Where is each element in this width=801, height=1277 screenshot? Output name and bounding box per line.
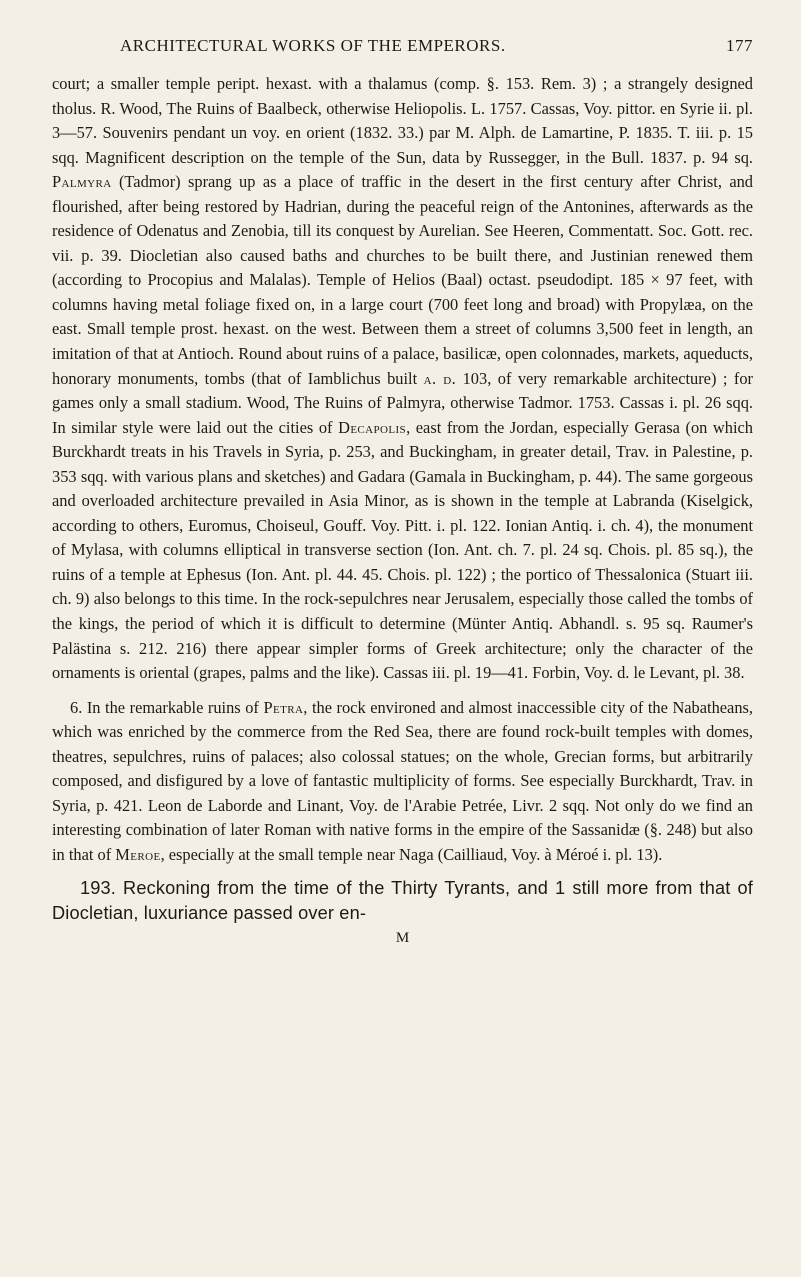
paragraph-palmyra	[52, 72, 753, 686]
paragraph-petra	[52, 696, 753, 868]
smallcaps-ad: a. d.	[423, 368, 457, 388]
running-head-title: ARCHITECTURAL WORKS OF THE EMPERORS.	[120, 36, 506, 55]
page-number: 177	[726, 36, 753, 55]
smallcaps-meroe: Meroe	[115, 844, 161, 864]
smallcaps-petra: Petra	[263, 697, 304, 717]
text-run: 103, of very remarkable architecture) ; for games only a small stadium. Wood, The Ruins of Palmyra, otherwise Tadmor. 1753. Cassas i. pl. 26 sqq. In similar style were laid out the cities of	[52, 368, 753, 437]
text-run: (Tadmor) sprang up as a place of traffic in the desert in the first century after Christ, and flourished, after being restored by Hadrian, during the peaceful reign of the Antonines, afterwards as the residence of Odenatus and Zenobia, till its conquest by Aurelian. See Heeren, Commentatt. Soc. Gott. rec. vii. p. 39. Diocletian also caused baths and churches to be built there, and Justinian renewed them (according to Procopius and Malalas). Temple of Helios (Baal) octast. pseudodipt. 185 × 97 feet, with columns having metal foliage fixed on, in a large court (700 feet long and broad) with Propylæa, on the east. Small temple prost. hexast. on the west. Between them a street of columns 3,500 feet in length, an imitation of that at Antioch. Round about ruins of a palace, basilicæ, open colonnades, markets, aqueducts, honorary monuments, tombs (that of Iamblichus built	[52, 172, 753, 388]
running-head	[52, 36, 753, 66]
text-run: 6. In the remarkable ruins of	[70, 697, 264, 717]
text-run: , especially at the small temple near Naga (Cailliaud, Voy. à Méroé i. pl. 13).	[160, 844, 663, 864]
smallcaps-palmyra: Palmyra	[52, 172, 112, 192]
text-run: , east from the Jordan, especially Gerasa (on which Burckhardt treats in his Travels in Syria, p. 253, and Buckingham, in greater detail, Trav. in Palestine, p. 353 sqq. with various plans and sketches) and Gadara (Gamala in Buckingham, p. 44). The same gorgeous and overloaded architecture prevailed in Asia Minor, as is shown in the temple at Labranda (Kiselgick, according to others, Euromus, Choiseul, Gouff. Voy. Pitt. i. pl. 122. Ionian Antiq. i. ch. 4), the monument of Mylasa, with columns elliptical in transverse section (Ion. Ant. ch. 7. pl. 24 sq. Chois. pl. 85 sq.), the ruins of a temple at Ephesus (Ion. Ant. pl. 44. 45. Chois. pl. 122) ; the portico of Thessalonica (Stuart iii. ch. 9) also belongs to this time. In the rock-sepulchres near Jerusalem, especially those called the tombs of the kings, the period of which it is difficult to determine (Münter Antiq. Abhandl. s. 95 sq. Raumer's Palästina s. 212. 216) there appear simpler forms of Greek architecture; only the character of the ornaments is oriental (grapes, palms and the like). Cassas iii. pl. 19—41. Forbin, Voy. d. le Levant, pl. 38.	[52, 417, 753, 683]
signature-mark: M	[395, 929, 410, 946]
paragraph-section-193: 193. Reckoning from the time of the Thirty Tyrants, and 1 still more from that of Diocletian, luxuriance passed over en-	[52, 877, 753, 923]
text-run: court; a smaller temple peript. hexast. with a thalamus (comp. §. 153. Rem. 3) ; a strangely designed tholus. R. Wood, The Ruins of Baalbeck, otherwise Heliopolis. L. 1757. Cassas, Voy. pittor. en Syrie ii. pl. 3—57. Souvenirs pendant un voy. en orient (1832. 33.) par M. Alph. de Lamartine, P. 1835. T. iii. p. 15 sqq. Magnificent description on the temple of the Sun, data by Russegger, in the Bull. 1837. p. 94 sq.	[52, 74, 753, 167]
text-run: , the rock environed and almost inaccessible city of the Nabatheans, which was enriched by the commerce from the Red Sea, there are found rock-built temples with domes, theatres, sepulchres, ruins of palaces; also colossal statues; on the whole, Grecian forms, but arbitrarily composed, and disfigured by a love of fantastic multiplicity of forms. See especially Burckhardt, Trav. in Syria, p. 421. Leon de Laborde and Linant, Voy. de l'Arabie Petrée, Livr. 2 sqq. Not only do we find an interesting combination of later Roman with native forms in the empire of the Sassanidæ (§. 248) but also in that of	[52, 697, 754, 864]
page-body	[52, 72, 753, 950]
smallcaps-decapolis: Decapolis	[338, 417, 407, 437]
